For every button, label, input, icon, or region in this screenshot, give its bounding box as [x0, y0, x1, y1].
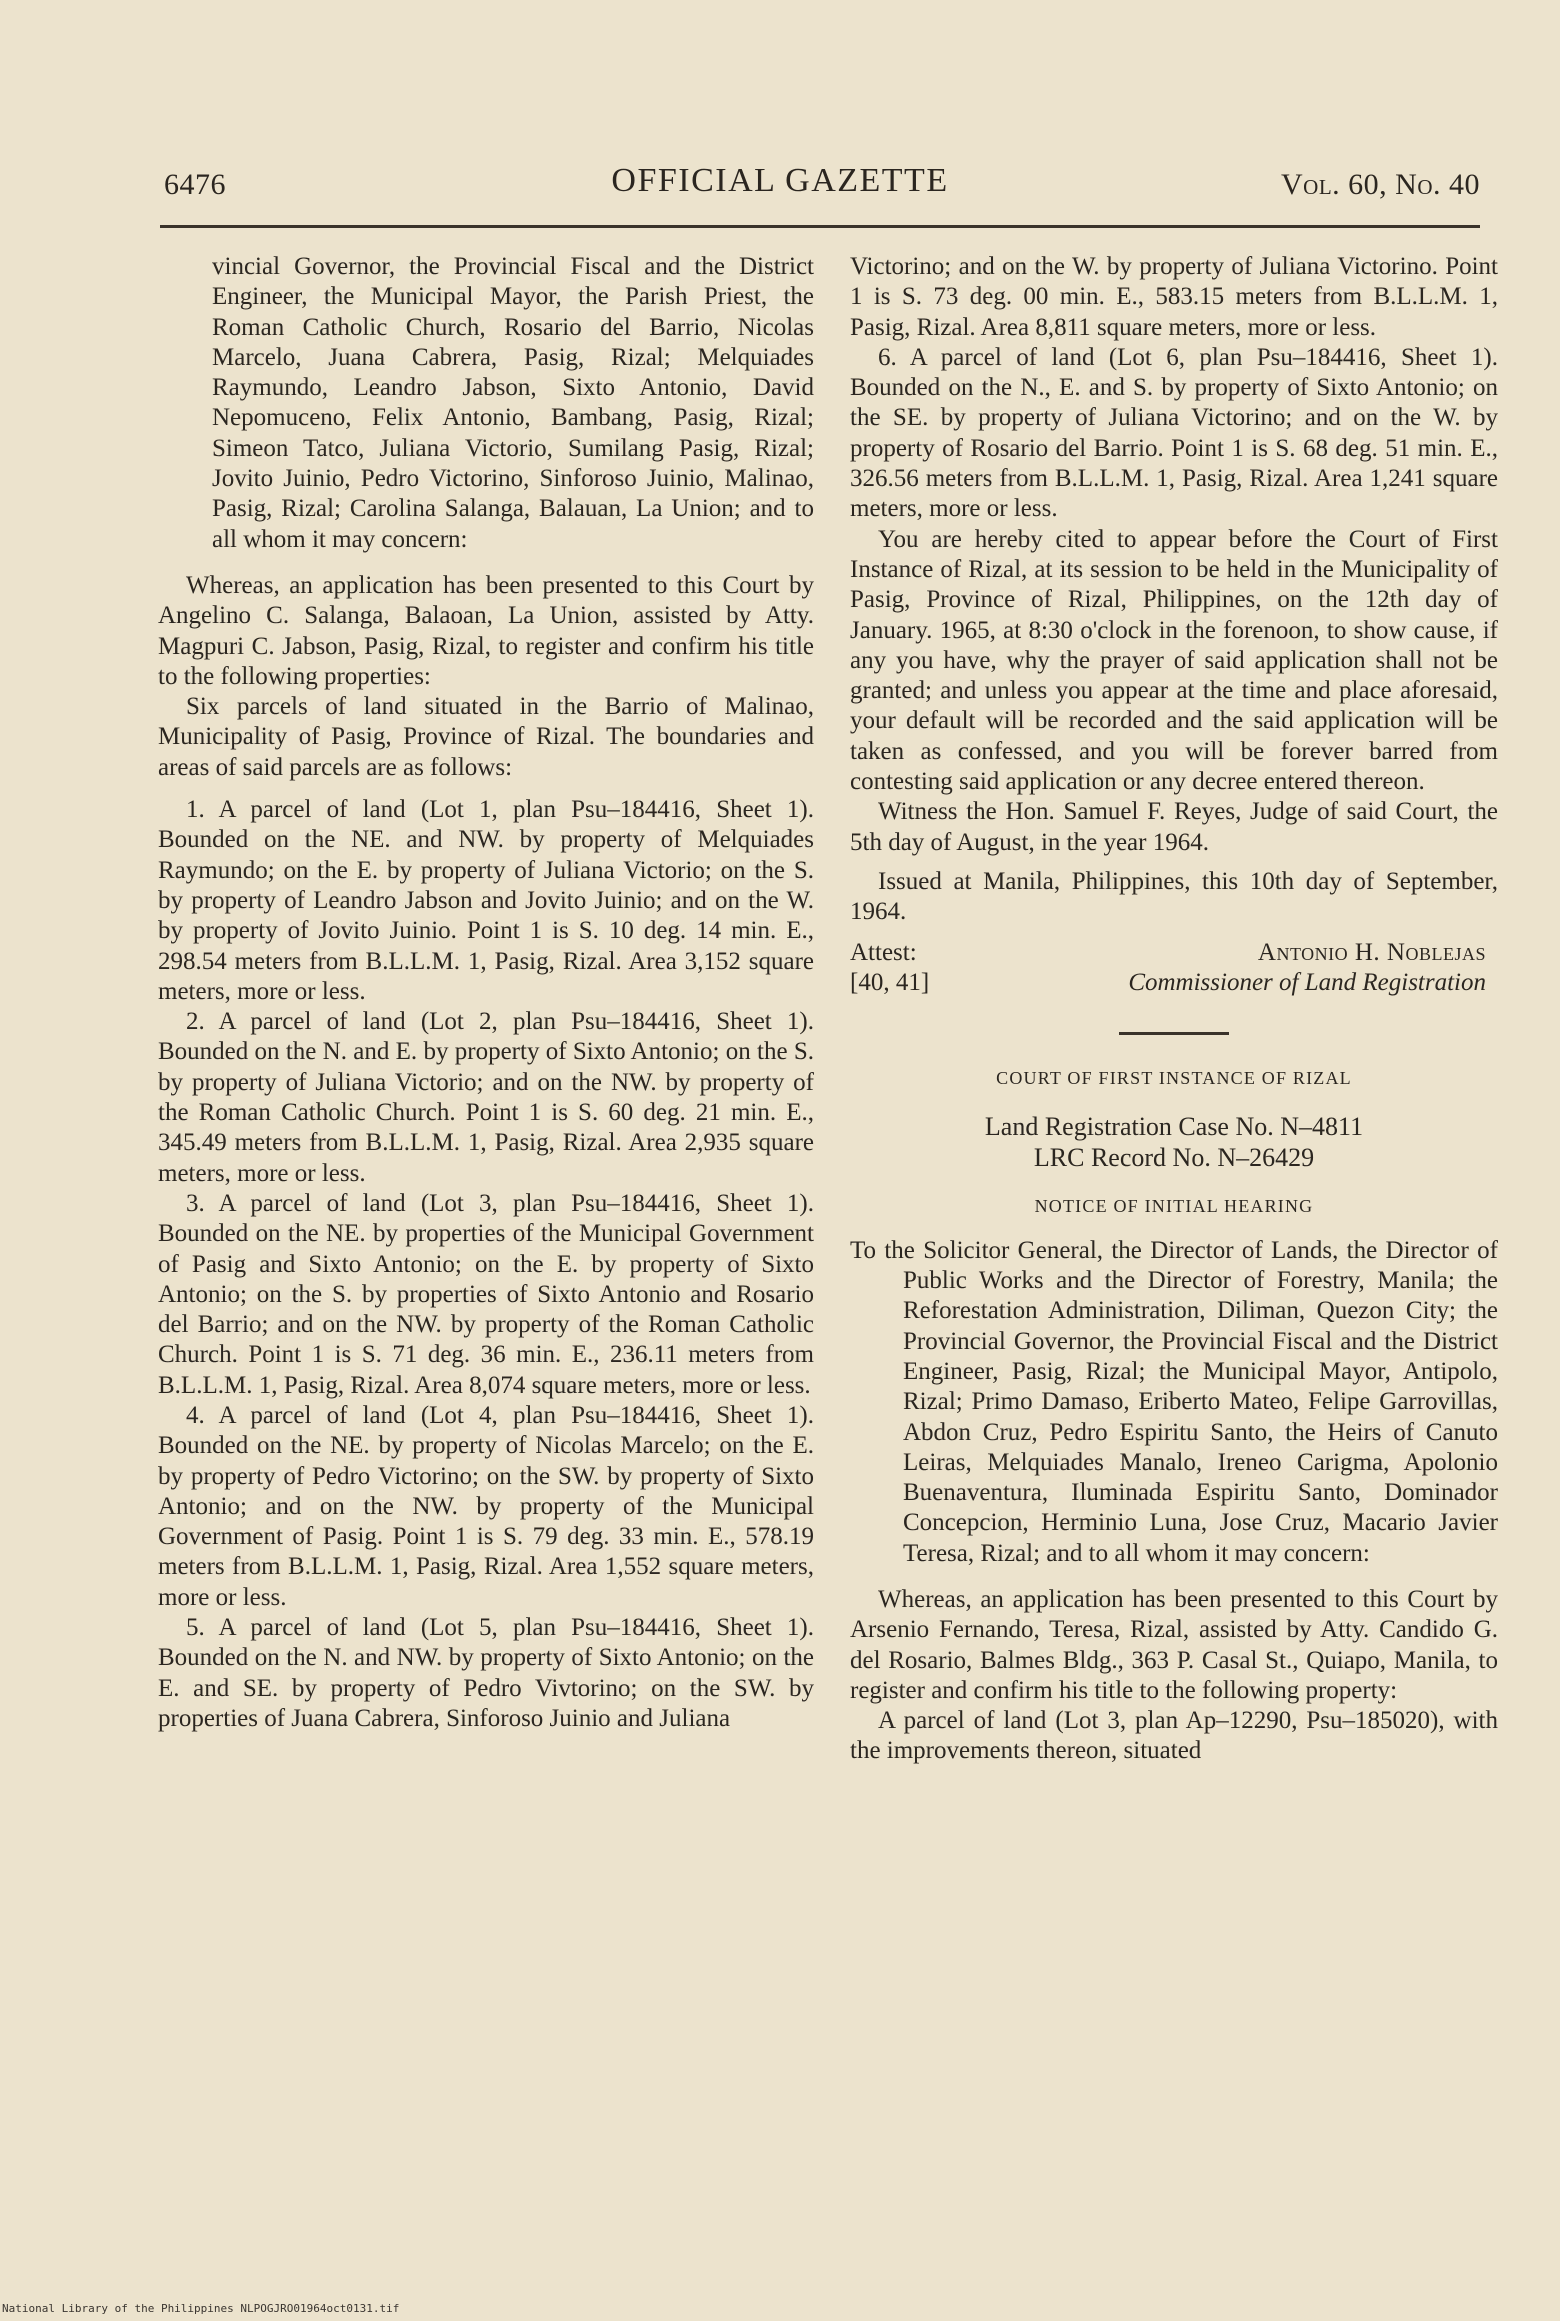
attest-block	[850, 938, 1498, 999]
parcel-6: 6. A parcel of land (Lot 6, plan Psu–184416, Sheet 1). Bounded on the N., E. and S. by property of Sixto Antonio; on the SE. by property of Juliana Victorino; and on the W. by property of Rosario del Barrio. Point 1 is S. 68 deg. 51 min. E., 326.56 meters from B.L.L.M. 1, Pasig, Rizal. Area 1,241 square meters, more or less.	[850, 343, 1498, 523]
section-divider	[1119, 1032, 1229, 1035]
case-number: Land Registration Case No. N–4811	[984, 1112, 1364, 1142]
right-column	[850, 252, 1498, 1767]
parcel-3: 3. A parcel of land (Lot 3, plan Psu–184416, Sheet 1). Bounded on the NE. by properties of the Municipal Government of Pasig and Sixto Antonio; on the E. by property of Sixto Antonio; on the S. by properties of Sixto Antonio and Rosario del Barrio; and on the NW. by property of the Roman Catholic Church. Point 1 is S. 71 deg. 36 min. E., 236.11 meters from B.L.L.M. 1, Pasig, Rizal. Area 8,074 square meters, more or less.	[158, 1189, 814, 1399]
journal-title: OFFICIAL GAZETTE	[611, 162, 949, 199]
attest-label: Attest:	[850, 938, 917, 966]
attest-name: Antonio H. Noblejas	[1257, 938, 1486, 966]
header-rule	[160, 225, 1480, 228]
notice-heading: NOTICE OF INITIAL HEARING	[1034, 1196, 1314, 1217]
attest-title: Commissioner of Land Registration	[1128, 968, 1486, 996]
six-parcels-paragraph: Six parcels of land situated in the Barrio of Malinao, Municipality of Pasig, Province of Rizal. The boundaries and areas of said parcels are as follows:	[158, 693, 814, 781]
issued-paragraph: Issued at Manila, Philippines, this 10th day of September, 1964.	[850, 867, 1498, 926]
court-heading: COURT OF FIRST INSTANCE OF RIZAL	[996, 1068, 1352, 1089]
whereas-paragraph: Whereas, an application has been presented to this Court by Angelino C. Salanga, Balaoan, La Union, assisted by Atty. Magpuri C. Jabson, Pasig, Rizal, to register and confirm his title to the following properties:	[158, 571, 814, 690]
parcel-5-continued: Victorino; and on the W. by property of Juliana Victorino. Point 1 is S. 73 deg. 00 min. E., 583.15 meters from B.L.L.M. 1, Pasig, Rizal. Area 8,811 square meters, more or less.	[850, 253, 1498, 341]
page-number: 6476	[164, 168, 226, 201]
parcel-1: 1. A parcel of land (Lot 1, plan Psu–184416, Sheet 1). Bounded on the NE. and NW. by property of Melquiades Raymundo; on the E. by property of Juliana Victorio; on the S. by property of Leandro Jabson and Jovito Juinio; and on the W. by property of Jovito Juinio. Point 1 is S. 10 deg. 14 min. E., 298.54 meters from B.L.L.M. 1, Pasig, Rizal. Area 3,152 square meters, more or less.	[158, 796, 814, 1005]
addressees-continued: vincial Governor, the Provincial Fiscal and the District Engineer, the Municipal Mayor, the Parish Priest, the Roman Catholic Church, Rosario del Barrio, Nicolas Marcelo, Juana Cabrera, Pasig, Rizal; Melquiades Raymundo, Leandro Jabson, Sixto Antonio, David Nepomuceno, Felix Antonio, Bambang, Pasig, Rizal; Simeon Tatco, Juliana Victorio, Sumilang Pasig, Rizal; Jovito Juinio, Pedro Victorino, Sinforoso Juinio, Malinao, Pasig, Rizal; Carolina Salanga, Balauan, La Union; and to all whom it may concern:	[212, 253, 814, 553]
parcel-5: 5. A parcel of land (Lot 5, plan Psu–184416, Sheet 1). Bounded on the N. and NW. by property of Sixto Antonio; on the E. and SE. by property of Pedro Vivtorino; on the SW. by properties of Juana Cabrera, Sinforoso Juinio and Juliana	[158, 1614, 814, 1732]
parcel-paragraph-start: A parcel of land (Lot 3, plan Ap–12290, Psu–185020), with the improvements thereon, situated	[850, 1707, 1498, 1765]
cited-paragraph: You are hereby cited to appear before the Court of First Instance of Rizal, at its session to be held in the Municipality of Pasig, Province of Rizal, Philippines, on the 12th day of January. 1965, at 8:30 o'clock in the forenoon, to show cause, if any you have, why the prayer of said application shall not be granted; and unless you appear at the time and place aforesaid, your default will be recorded and the said application will be taken as confessed, and you will be forever barred from contesting said application or any decree entered thereon.	[850, 525, 1498, 796]
issue-label: Vol. 60, No. 40	[1281, 168, 1480, 201]
whereas-paragraph-2: Whereas, an application has been presented to this Court by Arsenio Fernando, Teresa, Rizal, assisted by Atty. Candido G. del Rosario, Balmes Bldg., 363 P. Casal St., Quiapo, Manila, to register and confirm his title to the following property:	[850, 1585, 1498, 1704]
left-column	[158, 252, 814, 1734]
parcel-4: 4. A parcel of land (Lot 4, plan Psu–184416, Sheet 1). Bounded on the NE. by property of Nicolas Marcelo; on the E. by property of Pedro Victorino; on the SW. by property of Sixto Antonio; and on the NW. by property of the Municipal Government of Pasig. Point 1 is S. 79 deg. 33 min. E., 578.19 meters from B.L.L.M. 1, Pasig, Rizal. Area 1,552 square meters, more or less.	[158, 1401, 814, 1611]
scan-footer: National Library of the Philippines NLPOGJRO01964oct0131.tif	[2, 2302, 400, 2315]
record-number: LRC Record No. N–26429	[1033, 1143, 1315, 1173]
attest-labels	[850, 938, 980, 999]
parcel-2: 2. A parcel of land (Lot 2, plan Psu–184416, Sheet 1). Bounded on the N. and E. by property of Sixto Antonio; on the S. by property of Juliana Victorio; and on the NW. by property of the Roman Catholic Church. Point 1 is S. 60 deg. 21 min. E., 345.49 meters from B.L.L.M. 1, Pasig, Rizal. Area 2,935 square meters, more or less.	[158, 1008, 814, 1187]
attest-signatory	[980, 938, 1498, 999]
witness-paragraph: Witness the Hon. Samuel F. Reyes, Judge of said Court, the 5th day of August, in the year 1964.	[850, 798, 1498, 856]
attest-ref: [40, 41]	[850, 968, 930, 996]
to-addressees: To the Solicitor General, the Director of Lands, the Director of Public Works and the Director of Forestry, Manila; the Reforestation Administration, Diliman, Quezon City; the Provincial Governor, the Provincial Fiscal and the District Engineer, Pasig, Rizal; the Municipal Mayor, Antipolo, Rizal; Primo Damaso, Eriberto Mateo, Felipe Garrovillas, Abdon Cruz, Pedro Espiritu Santo, the Heirs of Canuto Leiras, Melquiades Manalo, Ireneo Carigma, Apolonio Buenaventura, Iluminada Espiritu Santo, Dominador Concepcion, Herminio Luna, Jose Cruz, Macario Javier Teresa, Rizal; and to all whom it may concern:	[850, 1236, 1498, 1567]
